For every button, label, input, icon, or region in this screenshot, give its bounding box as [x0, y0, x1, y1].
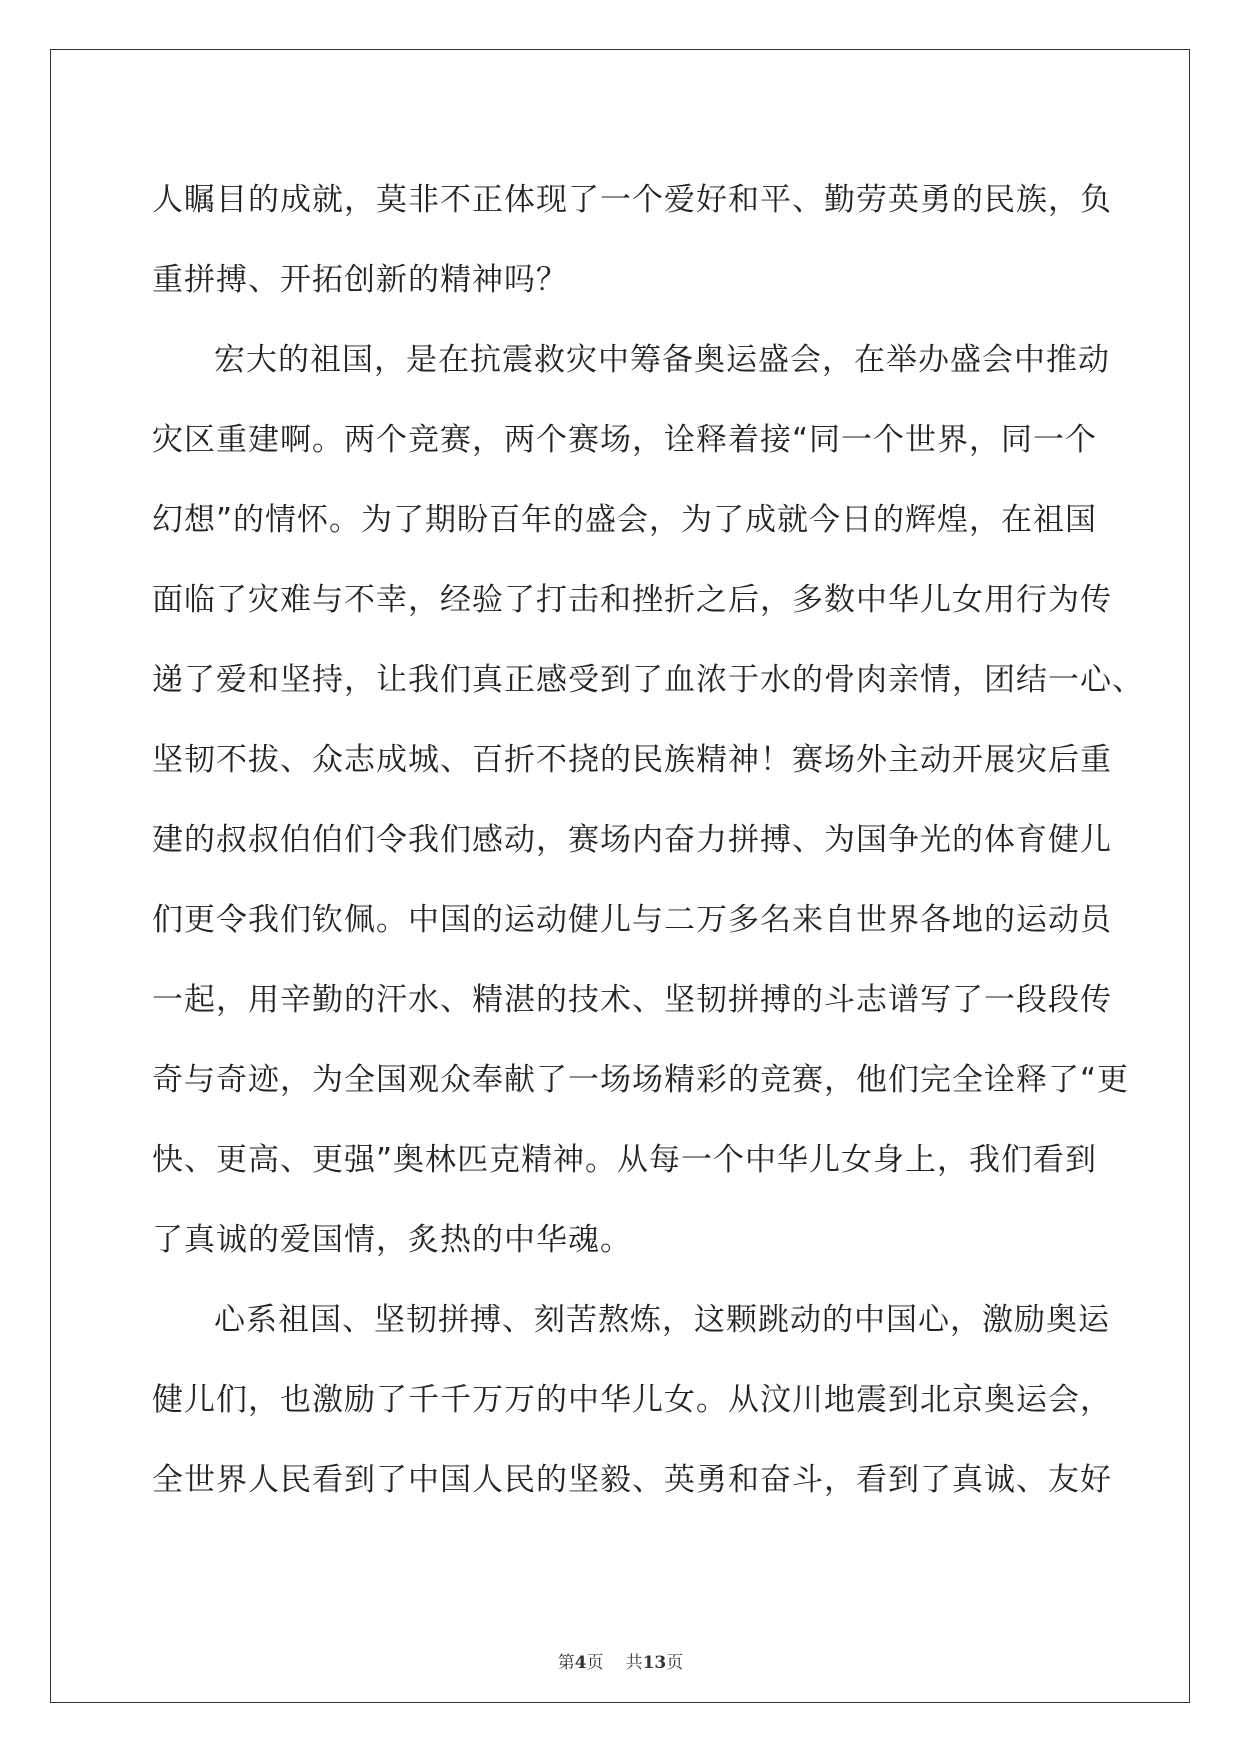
page-suffix: 页 [586, 1653, 604, 1673]
text-line: 灾区重建啊。两个竞赛，两个赛场，诠释着接“同一个世界，同一个 [152, 422, 1098, 458]
paragraph-start-line: 宏大的祖国，是在抗震救灾中筹备奥运盛会，在举办盛会中推动 [214, 342, 1110, 378]
total-pages: 13 [642, 1653, 667, 1673]
text-line: 幻想”的情怀。为了期盼百年的盛会，为了成就今日的辉煌，在祖国 [152, 502, 1098, 538]
text-line: 全世界人民看到了中国人民的坚毅、英勇和奋斗，看到了真诚、友好 [152, 1462, 1112, 1498]
text-line: 奇与奇迹，为全国观众奉献了一场场精彩的竞赛，他们完全诠释了“更 [152, 1062, 1130, 1098]
page-number: 4 [574, 1653, 587, 1673]
text-line: 递了爱和坚持，让我们真正感受到了血浓于水的骨肉亲情，团结一心、 [152, 662, 1144, 698]
document-body [152, 160, 1144, 1520]
paragraph-start-line: 心系祖国、坚韧拼搏、刻苦熬炼，这颗跳动的中国心，激励奥运 [214, 1302, 1110, 1338]
page-prefix: 第 [557, 1653, 575, 1673]
text-line: 快、更高、更强”奥林匹克精神。从每一个中华儿女身上，我们看到 [152, 1142, 1098, 1178]
text-line: 面临了灾难与不幸，经验了打击和挫折之后，多数中华儿女用行为传 [152, 582, 1112, 618]
text-line: 建的叔叔伯伯们令我们感动，赛场内奋力拼搏、为国争光的体育健儿 [152, 822, 1112, 858]
text-line: 们更令我们钦佩。中国的运动健儿与二万多名来自世界各地的运动员 [152, 902, 1112, 938]
text-line: 一起，用辛勤的汗水、精湛的技术、坚韧拼搏的斗志谱写了一段段传 [152, 982, 1112, 1018]
total-suffix: 页 [666, 1653, 684, 1673]
text-line: 了真诚的爱国情，炙热的中华魂。 [152, 1222, 632, 1258]
text-line: 重拼搏、开拓创新的精神吗？ [152, 262, 568, 298]
text-line: 坚韧不拔、众志成城、百折不挠的民族精神！赛场外主动开展灾后重 [152, 742, 1112, 778]
page-footer [0, 1648, 1241, 1673]
text-line: 健儿们，也激励了千千万万的中华儿女。从汶川地震到北京奥运会， [152, 1382, 1112, 1418]
text-line: 人瞩目的成就，莫非不正体现了一个爱好和平、勤劳英勇的民族，负 [152, 182, 1112, 218]
total-prefix: 共 [625, 1653, 643, 1673]
